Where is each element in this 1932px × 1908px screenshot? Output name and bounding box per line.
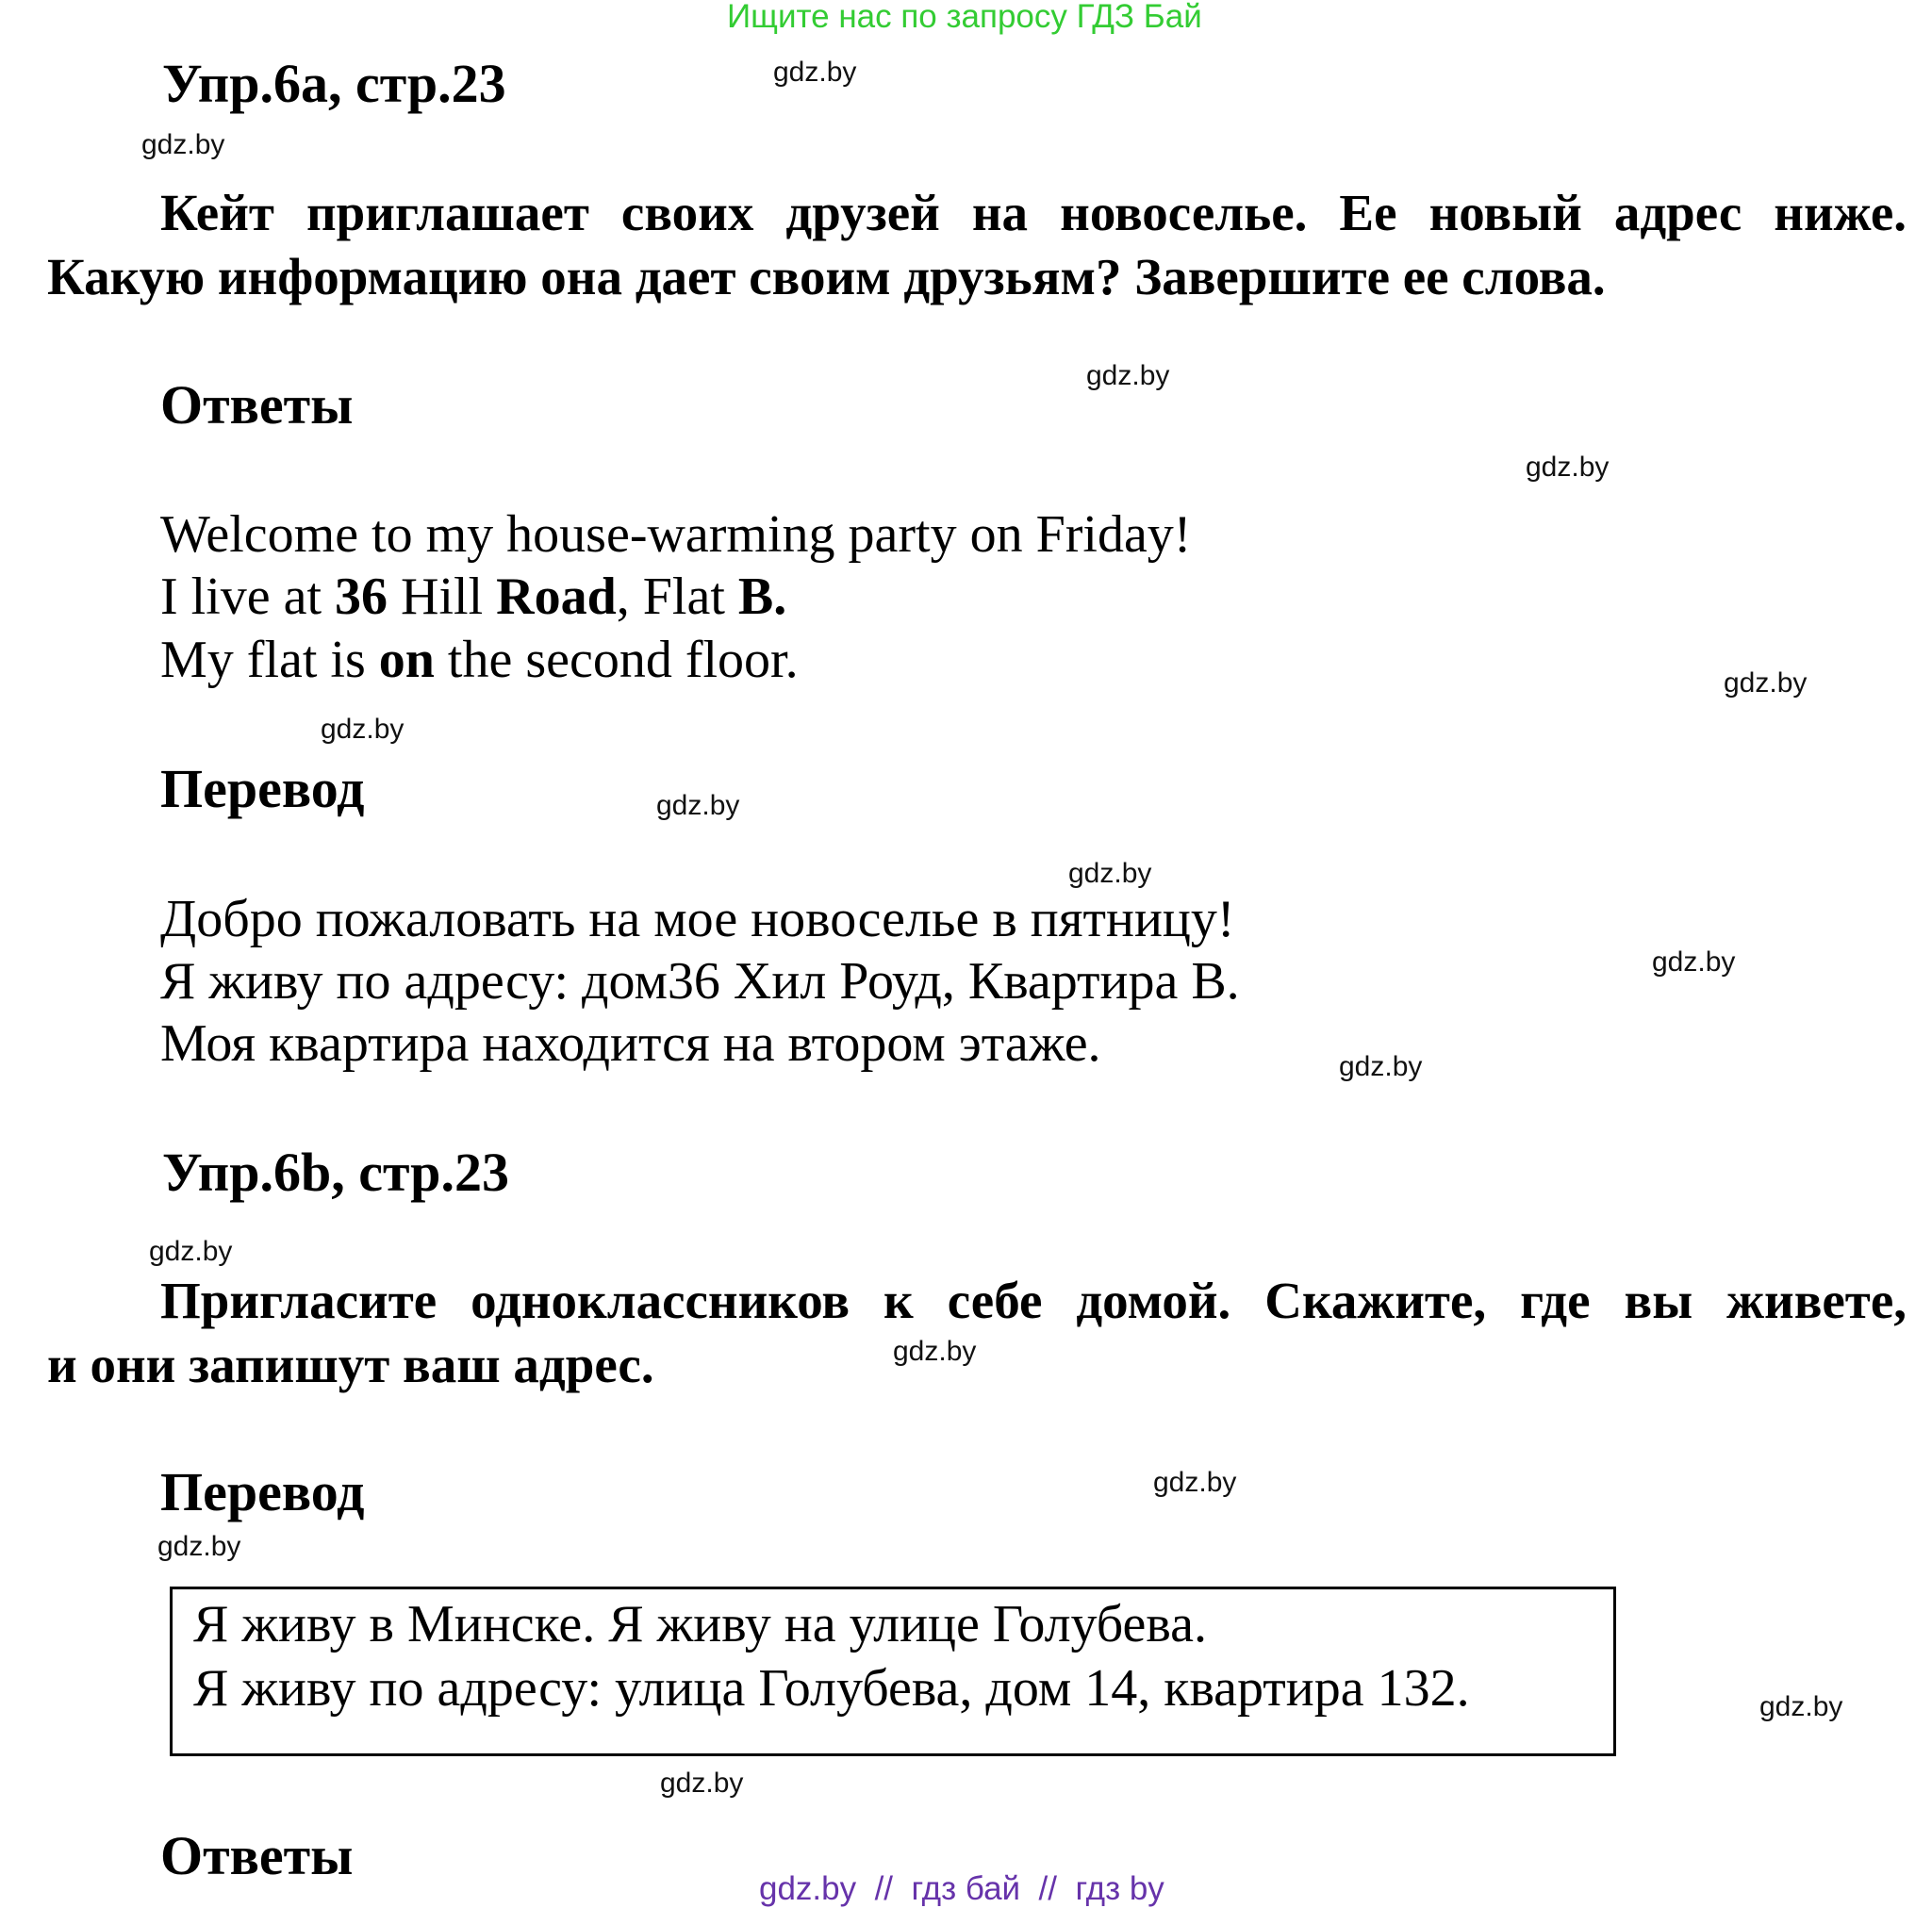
answer-flat-letter: B. xyxy=(737,567,787,626)
watermark: gdz.by xyxy=(1759,1691,1843,1722)
translation-line-3: Моя квартира находится на втором этаже. xyxy=(160,1014,1101,1073)
top-banner: Ищите нас по запросу ГДЗ Бай xyxy=(727,0,1202,35)
exercise-a-task-line1: Кейт приглашает своих друзей на новоселье. Ее новый адрес ниже. xyxy=(160,184,1907,241)
watermark: gdz.by xyxy=(1153,1467,1237,1498)
exercise-b-answers-label: Ответы xyxy=(160,1825,354,1886)
exercise-b-task xyxy=(47,1269,1907,1397)
answer-line-3-part-1: My flat is xyxy=(160,631,379,689)
box-line-2: Я живу по адресу: улица Голубева, дом 14, квартира 132. xyxy=(193,1659,1470,1718)
exercise-a-heading: Упр.6a, стр.23 xyxy=(162,53,506,114)
watermark: gdz.by xyxy=(157,1531,241,1562)
answer-house-number: 36 xyxy=(335,567,388,626)
watermark: gdz.by xyxy=(1086,360,1170,391)
watermark: gdz.by xyxy=(656,790,740,821)
answer-line-2 xyxy=(160,566,786,628)
answer-line-3-part-2: the second floor. xyxy=(434,631,799,689)
exercise-b-heading: Упр.6b, стр.23 xyxy=(162,1142,509,1203)
answer-preposition: on xyxy=(378,631,435,689)
watermark: gdz.by xyxy=(1526,452,1610,483)
watermark: gdz.by xyxy=(1339,1051,1423,1082)
exercise-a-translation-label: Перевод xyxy=(160,758,365,819)
watermark: gdz.by xyxy=(893,1336,977,1367)
watermark: gdz.by xyxy=(1068,858,1152,889)
exercise-a-task-line2: Какую информацию она дает своим друзьям? Завершите ее слова. xyxy=(47,248,1606,305)
translation-line-2: Я живу по адресу: дом36 Хил Роуд, Квартира В. xyxy=(160,952,1240,1011)
answer-road: Road xyxy=(496,567,617,626)
watermark: gdz.by xyxy=(1724,667,1808,699)
exercise-a-answers-label: Ответы xyxy=(160,374,354,436)
watermark: gdz.by xyxy=(660,1768,744,1799)
bottom-banner: gdz.by // гдз бай // гдз by xyxy=(759,1870,1164,1907)
exercise-b-task-line2: и они запишут ваш адрес. xyxy=(47,1336,654,1393)
answer-line-2-part-3: , Flat xyxy=(616,567,738,626)
watermark: gdz.by xyxy=(149,1236,233,1267)
answer-line-3 xyxy=(160,629,799,691)
answer-line-2-part-2: Hill xyxy=(388,567,497,626)
watermark: gdz.by xyxy=(321,714,405,745)
watermark: gdz.by xyxy=(141,129,225,160)
exercise-a-task xyxy=(47,181,1907,309)
exercise-b-task-line1: Пригласите одноклассников к себе домой. Скажите, где вы живете, xyxy=(160,1272,1907,1329)
exercise-b-translation-label: Перевод xyxy=(160,1461,365,1522)
box-line-1: Я живу в Минске. Я живу на улице Голубева. xyxy=(193,1595,1207,1653)
answer-line-1: Welcome to my house-warming party on Friday! xyxy=(160,505,1192,564)
translation-line-1: Добро пожаловать на мое новоселье в пятницу! xyxy=(160,890,1235,948)
watermark: gdz.by xyxy=(773,57,857,88)
watermark: gdz.by xyxy=(1652,946,1736,978)
answer-line-2-part-1: I live at xyxy=(160,567,336,626)
